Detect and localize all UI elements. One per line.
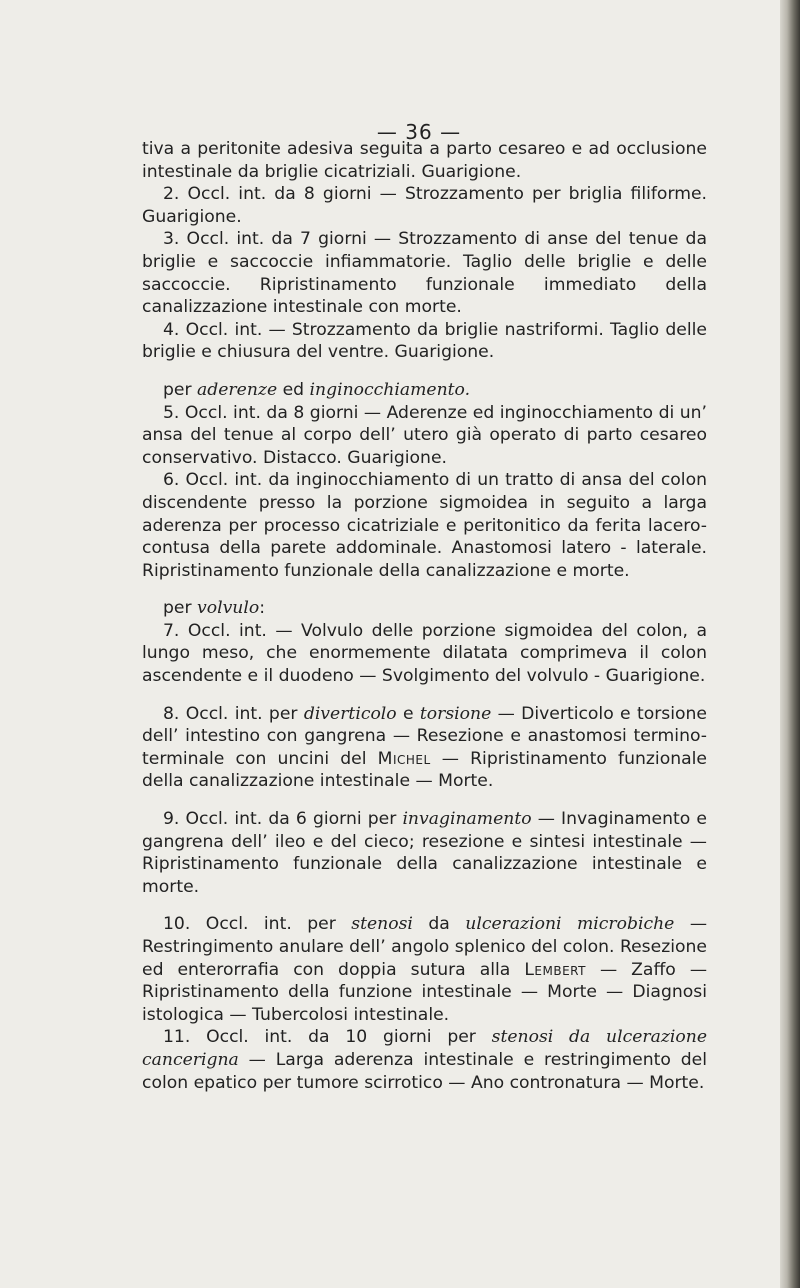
page-binding-edge [780,0,800,1288]
section-heading-aderenze: per aderenze ed inginocchiamento. [163,379,471,400]
body-text [142,138,707,1094]
case-10: 10. Occl. int. per stenosi da ulcerazioni microbiche — Restringimento anulare dell’ angolo splenico del colon. Resezione ed enterorrafia con doppia sutura alla Lembert — Zaffo — Ripristinamento della funzione intestinale — Morte — Diagnosi istologica — Tubercolosi intestinale. [142,914,708,1025]
case-5: 5. Occl. int. da 8 giorni — Aderenze ed inginocchiamento di un’ ansa del tenue al corpo dell’ utero già operato di parto cesareo conservativo. Distacco. Guarigione. [142,402,707,468]
case-2: 2. Occl. int. da 8 giorni — Strozzamento per briglia filiforme. Guarigione. [142,184,707,227]
case-8: 8. Occl. int. per diverticolo e torsione — Diverticolo e torsione dell’ intestino con gangrena — Resezione e anastomosi termino-terminale con uncini del Michel — Ripristinamento funzionale della canalizzazione intestinale — Morte. [142,703,707,792]
case-9: 9. Occl. int. da 6 giorni per invaginamento — Invaginamento e gangrena dell’ ileo e del cieco; resezione e sintesi intestinale — Ripristinamento funzionale della canalizzazione intestinale e morte. [142,809,707,897]
case-4: 4. Occl. int. — Strozzamento da briglie nastriformi. Taglio delle briglie e chiusura del ventre. Guarigione. [142,319,707,363]
case-3: 3. Occl. int. da 7 giorni — Strozzamento di anse del tenue da briglie e saccoccie infiammatorie. Taglio delle briglie e delle saccoccie. Ripristinamento funzionale immediato della canalizzazione intestinale con morte. [142,229,707,318]
paragraph-1: tiva a peritonite adesiva seguita a parto cesareo e ad occlusione intestinale da briglie cicatriziali. Guarigione. [142,139,707,182]
case-6: 6. Occl. int. da inginocchiamento di un tratto di ansa del colon discendente presso la porzione sigmoidea in seguito a larga aderenza per processo cicatriziale e peritonitico da ferita lacero-contusa della parete addominale. Anastomosi latero - laterale. Ripristinamento funzionale della canalizzazione e morte. [142,470,707,581]
case-7: 7. Occl. int. — Volvulo delle porzione sigmoidea del colon, a lungo meso, che enormemente dilatata comprimeva il colon ascendente e il duodeno — Svolgimento del volvulo - Guarigione. [142,620,707,687]
page-number: — 36 — [376,120,462,144]
section-heading-volvulo: per volvulo: [163,598,265,619]
case-11: 11. Occl. int. da 10 giorni per stenosi da ulcerazione cancerigna — Larga aderenza intestinale e restringimento del colon epatico per tumore scirrotico — Ano contronatura — Morte. [142,1027,707,1093]
